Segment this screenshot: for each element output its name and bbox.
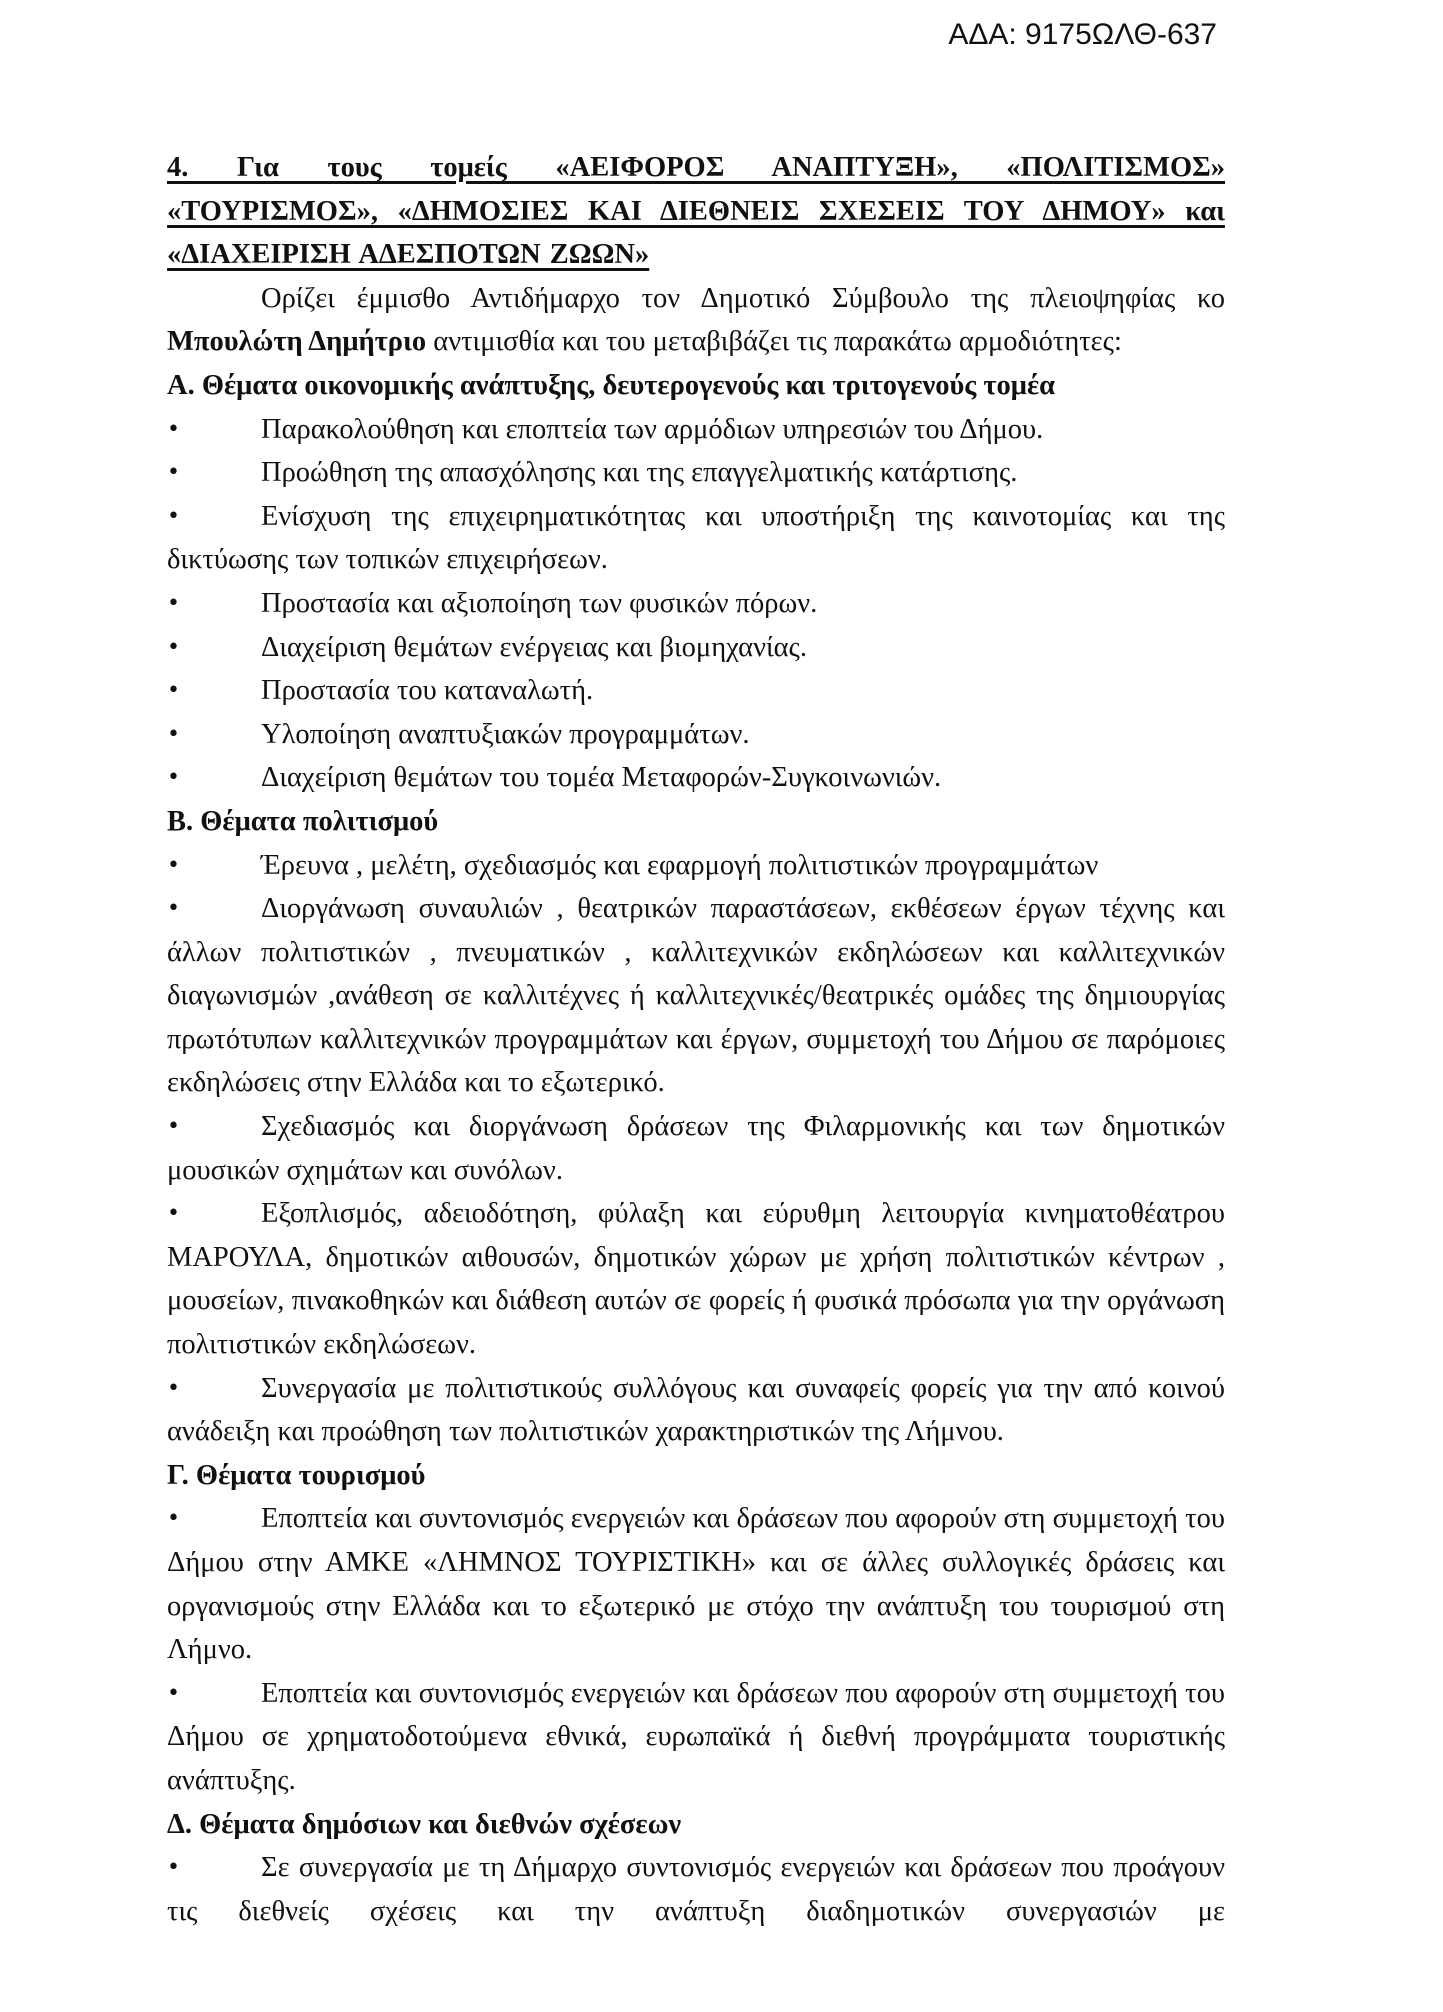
bullet-icon: • xyxy=(167,503,180,529)
list-item xyxy=(167,1672,1225,1803)
list-item-text: Σε συνεργασία με τη Δήμαρχο συντονισμός ενεργειών και δράσεων που προάγουν τις διεθνείς σχέσεις και την ανάπτυξη διαδημοτικών συνεργασιών με xyxy=(167,1852,1225,1927)
intro-paragraph xyxy=(167,277,1225,364)
list-item xyxy=(167,451,1225,495)
list-item-text: Εποπτεία και συντονισμός ενεργειών και δράσεων που αφορούν στη συμμετοχή του Δήμου στην ΑΜΚΕ «ΛΗΜΝΟΣ ΤΟΥΡΙΣΤΙΚΗ» και σε άλλες συλλογικές δράσεις και οργανισμούς στην Ελλάδα και το εξωτερικό με στόχο την ανάπτυξη του τουρισμού στη Λήμνο. xyxy=(167,1503,1225,1666)
list-item-text: Διαχείριση θεμάτων του τομέα Μεταφορών-Συγκοινωνιών. xyxy=(261,762,942,794)
bullet-icon: • xyxy=(167,1201,180,1227)
list-item xyxy=(167,713,1225,757)
list-item-text: Εξοπλισμός, αδειοδότηση, φύλαξη και εύρυθμη λειτουργία κινηματοθέατρου ΜΑΡΟΥΛΑ, δημοτικών αιθουσών, δημοτικών χώρων με χρήση πολιτιστικών κέντρων , μουσείων, πινακοθηκών και διάθεση αυτών σε φορείς ή φυσικά πρόσωπα για την οργάνωση πολιτιστικών εκδηλώσεων. xyxy=(167,1198,1225,1361)
section-a-title: Α. Θέματα οικονομικής ανάπτυξης, δευτερογενούς και τριτογενούς τομέα xyxy=(167,369,1056,401)
bullet-icon: • xyxy=(167,460,180,486)
section-heading-line-1: 4. Για τους τομείς «ΑΕΙΦΟΡΟΣ ΑΝΑΠΤΥΞΗ», «ΠΟΛΙΤΙΣΜΟΣ» xyxy=(167,152,1225,183)
list-item-text: Διοργάνωση συναυλιών , θεατρικών παραστάσεων, εκθέσεων έργων τέχνης και άλλων πολιτιστικών , πνευματικών , καλλιτεχνικών εκδηλώσεων και καλλιτεχνικών διαγωνισμών ,ανάθεση σε καλλιτέχνες ή καλλιτεχνικές/θεατρικές ομάδες της δημιουργίας πρωτότυπων καλλιτεχνικών προγραμμάτων και έργων, συμμετοχή του Δήμου σε παρόμοιες εκδηλώσεις στην Ελλάδα και το εξωτερικό. xyxy=(167,893,1225,1099)
list-item xyxy=(167,669,1225,713)
bullet-icon: • xyxy=(167,1506,180,1532)
bullet-icon: • xyxy=(167,852,180,878)
bullet-icon: • xyxy=(167,678,180,704)
section-heading-line-2: «ΤΟΥΡΙΣΜΟΣ», «ΔΗΜΟΣΙΕΣ ΚΑΙ ΔΙΕΘΝΕΙΣ ΣΧΕΣΕΙΣ ΤΟΥ ΔΗΜΟΥ» και «ΔΙΑΧΕΙΡΙΣΗ ΑΔΕΣΠΟΤΩΝ ΖΩΩΝ» xyxy=(167,195,1225,271)
list-item-text: Προστασία και αξιοποίηση των φυσικών πόρων. xyxy=(261,587,818,619)
list-item xyxy=(167,1105,1225,1192)
list-item xyxy=(167,844,1225,888)
section-c-title: Γ. Θέματα τουρισμού xyxy=(167,1459,426,1491)
list-item xyxy=(167,1497,1225,1671)
list-item xyxy=(167,582,1225,626)
list-item xyxy=(167,408,1225,452)
intro-text-before: Ορίζει έμμισθο Αντιδήμαρχο τον Δημοτικό Σύμβουλο της πλειοψηφίας κο xyxy=(261,282,1225,314)
bullet-icon: • xyxy=(167,416,180,442)
bullet-icon: • xyxy=(167,590,180,616)
section-b-title: Β. Θέματα πολιτισμού xyxy=(167,805,439,837)
councillor-name: Μπουλώτη Δημήτριο xyxy=(167,326,427,358)
section-d-title: Δ. Θέματα δημόσιων και διεθνών σχέσεων xyxy=(167,1808,682,1840)
intro-text-after: αντιμισθία και του μεταβιβάζει τις παρακάτω αρμοδιότητες: xyxy=(426,326,1122,358)
list-item-text: Έρευνα , μελέτη, σχεδιασμός και εφαρμογή πολιτιστικών προγραμμάτων xyxy=(261,849,1099,881)
bullet-icon: • xyxy=(167,721,180,747)
list-item-text: Προώθηση της απασχόλησης και της επαγγελματικής κατάρτισης. xyxy=(261,457,1018,489)
bullet-icon: • xyxy=(167,1855,180,1881)
list-item-text: Σχεδιασμός και διοργάνωση δράσεων της Φιλαρμονικής και των δημοτικών μουσικών σχημάτων και συνόλων. xyxy=(167,1111,1225,1186)
list-item xyxy=(167,756,1225,800)
list-item-text: Διαχείριση θεμάτων ενέργειας και βιομηχανίας. xyxy=(261,631,807,663)
document-page xyxy=(167,146,1225,1933)
list-item xyxy=(167,887,1225,1105)
list-item-text: Υλοποίηση αναπτυξιακών προγραμμάτων. xyxy=(261,718,750,750)
bullet-icon: • xyxy=(167,765,180,791)
list-item-text: Ενίσχυση της επιχειρηματικότητας και υποστήριξη της καινοτομίας και της δικτύωσης των τοπικών επιχειρήσεων. xyxy=(167,500,1225,576)
list-item-text: Συνεργασία με πολιτιστικούς συλλόγους και συναφείς φορείς για την από κοινού ανάδειξη και προώθηση των πολιτιστικών χαρακτηριστικών της Λήμνου. xyxy=(167,1372,1225,1448)
list-item xyxy=(167,495,1225,582)
list-item xyxy=(167,1846,1225,1933)
list-item xyxy=(167,626,1225,670)
bullet-icon: • xyxy=(167,634,180,660)
bullet-icon: • xyxy=(167,1375,180,1401)
bullet-icon: • xyxy=(167,1680,180,1706)
list-item xyxy=(167,1192,1225,1366)
bullet-icon: • xyxy=(167,896,180,922)
list-item-text: Παρακολούθηση και εποπτεία των αρμόδιων υπηρεσιών του Δήμου. xyxy=(261,413,1044,445)
list-item xyxy=(167,1367,1225,1454)
section-heading xyxy=(167,146,1225,277)
list-item-text: Προστασία του καταναλωτή. xyxy=(261,675,594,707)
bullet-icon: • xyxy=(167,1114,180,1140)
ada-code: ΑΔΑ: 9175ΩΛΘ-637 xyxy=(948,18,1217,51)
list-item-text: Εποπτεία και συντονισμός ενεργειών και δράσεων που αφορούν στη συμμετοχή του Δήμου σε χρηματοδοτούμενα εθνικά, ευρωπαϊκά ή διεθνή προγράμματα τουριστικής ανάπτυξης. xyxy=(167,1677,1225,1796)
